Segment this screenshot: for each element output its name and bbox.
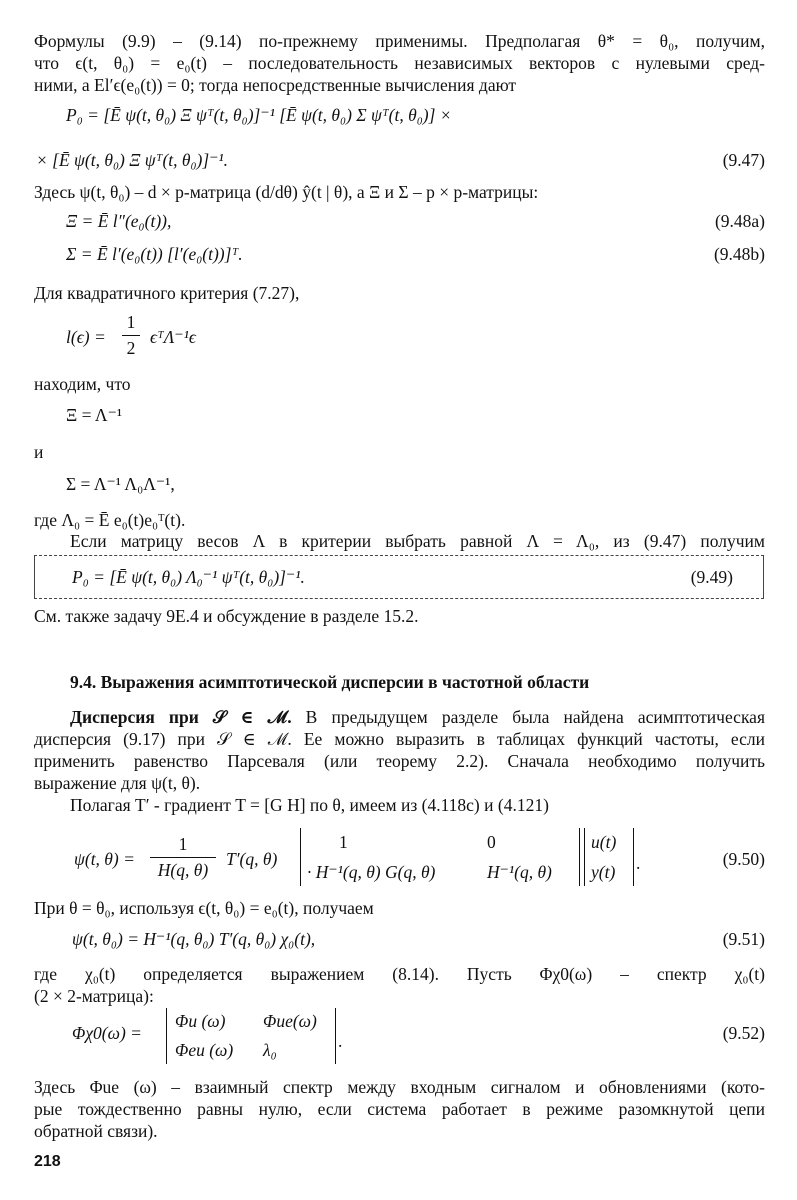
m-9-50-21: · H⁻¹(q, θ) G(q, θ) [307, 862, 436, 882]
find-line: находим, что [34, 374, 131, 394]
when-line: При θ = θ₀, используя ϵ(t, θ₀) = e₀(t), получаем [34, 898, 374, 918]
eq-9-51: ψ(t, θ₀) = H⁻¹(q, θ₀) T′(q, θ₀) χ₀(t), [72, 929, 316, 949]
page-number: 218 [34, 1153, 61, 1170]
eq-9-50-number: (9.50) [722, 849, 765, 869]
eq-9-50-fraction [150, 834, 216, 881]
chi-line-1: где χ₀(t) определяется выражением (8.14). Пусть Φχ0(ω) – спектр χ₀(t) [34, 964, 765, 984]
eq-9-52-lhs: Φχ0(ω) = [72, 1023, 142, 1043]
intro-line-2: что ϵ(t, θ₀) = e₀(t) – последовательность независимых векторов с нулевыми сред- [34, 53, 765, 73]
chi-line-2: (2 × 2-матрица): [34, 986, 154, 1006]
eq-9-48b: Σ = Ē l′(e₀(t)) [l′(e₀(t))]ᵀ. [66, 244, 243, 264]
eq-9-48a-number: (9.48a) [714, 211, 765, 231]
m-9-50-22: H⁻¹(q, θ) [487, 862, 552, 882]
eq-9-50-num: 1 [178, 834, 188, 854]
final-line-1: Здесь Φue (ω) – взаимный спектр между входным сигналом и обновлениями (кото- [34, 1077, 765, 1097]
m-9-50-12: 0 [487, 832, 496, 852]
eq-9-47-line2: × [Ē ψ(t, θ₀) Ξ ψᵀ(t, θ₀)]⁻¹. [36, 150, 229, 170]
v-9-50-1: u(t) [591, 832, 617, 852]
para1-line-3: применить равенство Парсеваля (или теорему 2.2). Сначала необходимо получить [34, 751, 765, 771]
intro-line-3: ними, а El′ϵ(e₀(t)) = 0; тогда непосредственные вычисления дают [34, 75, 517, 95]
eq-9-50-period: . [636, 853, 641, 873]
if-line: Если матрицу весов Λ в критерии выбрать равной Λ = Λ₀, из (9.47) получим [70, 531, 765, 551]
quad-den: 2 [126, 338, 136, 358]
and-word: и [34, 442, 44, 462]
para1-line-2: дисперсия (9.17) при 𝒮 ∈ ℳ. Ее можно выразить в таблицах функций частоты, если [34, 729, 765, 749]
see-also-line: См. также задачу 9E.4 и обсуждение в разделе 15.2. [34, 606, 419, 626]
para1-line1-text: В предыдущем разделе была найдена асимптотическая [291, 707, 765, 727]
para1-runin: Дисперсия при 𝒮 ∈ ℳ. [70, 707, 292, 727]
xi-eq: Ξ = Λ⁻¹ [66, 405, 123, 425]
m-9-52-22: λ₀ [263, 1040, 277, 1060]
eq-9-47-line1: P₀ = [Ē ψ(t, θ₀) Ξ ψᵀ(t, θ₀)]⁻¹ [Ē ψ(t, θ₀) Σ ψᵀ(t, θ₀)] × [66, 105, 452, 125]
eq-9-50-matrix [300, 828, 580, 886]
m-9-52-11: Φu (ω) [175, 1011, 226, 1031]
eq-9-50-den: H(q, θ) [157, 860, 209, 880]
eq-9-52-matrix [166, 1008, 336, 1064]
final-line-2: рые тождественно равны нулю, если система работает в режиме разомкнутой цепи [34, 1099, 765, 1119]
eq-9-50-tprime: T′(q, θ) [226, 849, 278, 869]
quad-rhs: ϵᵀΛ⁻¹ϵ [150, 327, 196, 347]
where-line: где Λ₀ = Ē e₀(t)e₀ᵀ(t). [34, 510, 186, 530]
eq-9-48b-number: (9.48b) [713, 244, 765, 264]
intro-line-1: Формулы (9.9) – (9.14) по-прежнему применимы. Предполагая θ* = θ₀, получим, [34, 31, 765, 51]
para2-line: Полагая T′ - градиент T = [G H] по θ, имеем из (4.118c) и (4.121) [70, 795, 549, 815]
eq-9-50-vector [584, 828, 634, 886]
eq-9-52-number: (9.52) [722, 1023, 765, 1043]
m-9-50-11: 1 [339, 832, 348, 852]
eq-9-49: P₀ = [Ē ψ(t, θ₀) Λ₀⁻¹ ψᵀ(t, θ₀)]⁻¹. [72, 567, 305, 587]
final-line-3: обратной связи). [34, 1121, 158, 1141]
m-9-52-21: Φeu (ω) [175, 1040, 234, 1060]
eq-9-51-number: (9.51) [722, 929, 765, 949]
quad-lhs: l(ϵ) = [66, 327, 106, 347]
para1-line-4: выражение для ψ(t, θ). [34, 773, 201, 793]
eq-9-52-period: . [338, 1031, 343, 1051]
sigma-eq: Σ = Λ⁻¹ Λ₀Λ⁻¹, [66, 474, 175, 494]
quad-num: 1 [126, 312, 136, 332]
v-9-50-2: y(t) [591, 862, 616, 882]
eq-9-50-lhs: ψ(t, θ) = [74, 849, 135, 869]
eq-9-47-number: (9.47) [722, 150, 765, 170]
section-title: 9.4. Выражения асимптотической дисперсии в частотной области [70, 672, 590, 692]
eq-9-48a: Ξ = Ē l″(e₀(t)), [66, 211, 172, 231]
quadratic-line: Для квадратичного критерия (7.27), [34, 283, 300, 303]
eq-9-49-number: (9.49) [690, 567, 733, 587]
para1-line-1 [70, 706, 765, 728]
quad-fraction [122, 312, 140, 359]
m-9-52-12: Φue(ω) [263, 1011, 317, 1031]
here-line: Здесь ψ(t, θ₀) – d × p-матрица (d/dθ) ŷ(t | θ), а Ξ и Σ – p × p-матрицы: [34, 182, 539, 202]
